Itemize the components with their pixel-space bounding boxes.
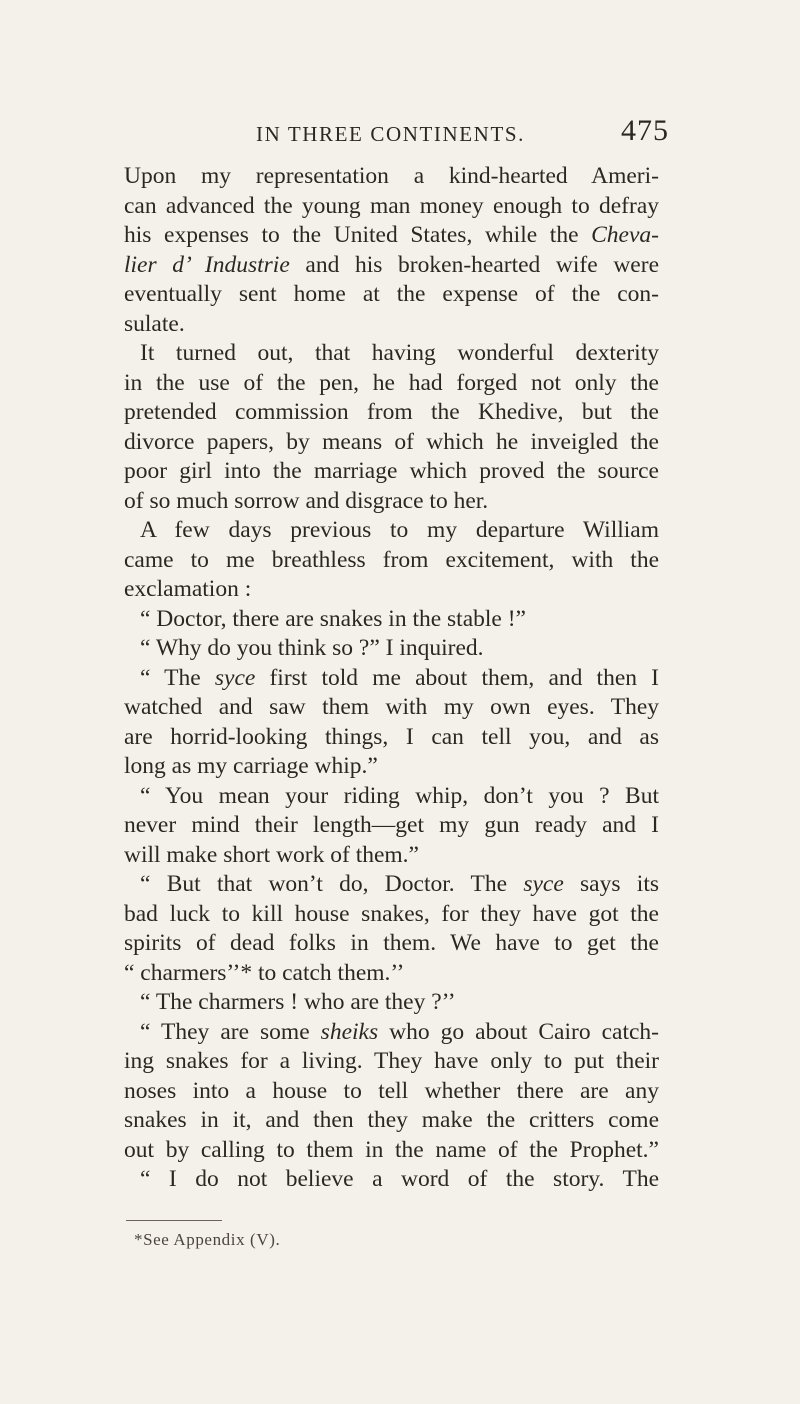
text-line (124, 339, 659, 369)
text-line (124, 870, 659, 900)
text-line (124, 988, 659, 1018)
italic-text: sheiks (320, 1018, 379, 1045)
text-line (124, 310, 659, 340)
text-line (124, 782, 659, 812)
text-line (124, 575, 659, 605)
text-line (124, 1077, 659, 1107)
text-line (124, 162, 659, 192)
text-line (124, 1136, 659, 1166)
text-run: bad luck to kill house snakes, for they have got the (124, 900, 659, 927)
text-run: spirits of dead folks in them. We have to get the (124, 930, 659, 956)
text-run: “ You mean your riding whip, don’t you ? But (140, 782, 659, 809)
text-run: long as my carriage whip.” (124, 753, 378, 779)
text-line (124, 900, 659, 930)
text-line (124, 1106, 659, 1136)
text-line (124, 369, 659, 399)
page-number: 475 (621, 114, 669, 147)
text-run: never mind their length—get my gun ready and I (124, 812, 659, 838)
text-run: snakes in it, and then they make the critters come (124, 1107, 659, 1133)
text-line (124, 959, 659, 989)
text-line (124, 457, 659, 487)
text-line (124, 398, 659, 428)
text-line (124, 251, 659, 281)
text-run: ing snakes for a living. They have only to put their (124, 1048, 659, 1074)
italic-text: Cheva- (591, 222, 659, 248)
text-run: “ But that won’t do, Doctor. The (140, 871, 524, 897)
text-run: and his broken-hearted wife were (289, 251, 659, 278)
page-header (0, 114, 800, 154)
text-run: “ They are some (140, 1018, 321, 1045)
text-line (124, 723, 659, 753)
text-run: eventually sent home at the expense of the con- (124, 281, 659, 307)
text-line (124, 487, 659, 517)
italic-text: syce (523, 871, 564, 897)
text-run: of so much sorrow and disgrace to her. (124, 487, 489, 514)
italic-text: syce (214, 664, 256, 691)
text-run: who go about Cairo catch- (378, 1018, 659, 1045)
text-run: will make short work of them.” (124, 841, 419, 868)
text-line (124, 693, 659, 723)
footnote: *See Appendix (V). (134, 1230, 281, 1249)
running-head: IN THREE CONTINENTS. (256, 122, 526, 146)
text-run: first told me about them, and then I (255, 664, 659, 691)
text-run: “ The (140, 664, 215, 691)
footnote-divider (126, 1220, 222, 1221)
text-line (124, 841, 659, 871)
body-text (124, 162, 659, 1195)
text-run: sulate. (124, 310, 185, 337)
text-run: in the use of the pen, he had forged not only the (124, 369, 659, 396)
text-run: It turned out, that having wonderful dexterity (140, 340, 659, 366)
text-line (124, 546, 659, 576)
text-run: “ I do not believe a word of the story. The (140, 1166, 659, 1192)
text-run: Upon my representation a kind-hearted Ameri- (124, 163, 659, 189)
text-line (124, 811, 659, 841)
italic-text: lier d’ Industrie (124, 251, 290, 278)
text-run: pretended commission from the Khedive, but the (124, 399, 659, 425)
text-run: can advanced the young man money enough to defray (124, 192, 659, 219)
text-line (124, 192, 659, 222)
text-line (124, 1165, 659, 1195)
text-run: noses into a house to tell whether there are any (124, 1077, 659, 1104)
text-line (124, 221, 659, 251)
text-line (124, 929, 659, 959)
text-line (124, 428, 659, 458)
text-run: A few days previous to my departure William (140, 517, 659, 543)
text-run: divorce papers, by means of which he inveigled the (124, 428, 659, 455)
text-run: are horrid-looking things, I can tell you, and as (124, 723, 659, 750)
text-run: “ Why do you think so ?” I inquired. (140, 635, 484, 661)
text-line (124, 664, 659, 694)
text-line (124, 516, 659, 546)
text-line (124, 280, 659, 310)
text-line (124, 1047, 659, 1077)
text-run: out by calling to them in the name of the Prophet.” (124, 1136, 659, 1163)
text-run: came to me breathless from excitement, with the (124, 546, 659, 573)
text-line (124, 1018, 659, 1048)
text-run: “ Doctor, there are snakes in the stable !” (140, 605, 526, 632)
text-run: “ charmers’’* to catch them.’’ (124, 959, 405, 986)
text-run: poor girl into the marriage which proved the source (124, 458, 659, 484)
text-run: his expenses to the United States, while the (124, 222, 592, 248)
text-line (124, 605, 659, 635)
text-line (124, 634, 659, 664)
text-run: “ The charmers ! who are they ?’’ (140, 989, 456, 1015)
text-run: watched and saw them with my own eyes. They (124, 694, 659, 720)
text-line (124, 752, 659, 782)
text-run: exclamation : (124, 576, 252, 602)
text-run: says its (563, 871, 659, 897)
